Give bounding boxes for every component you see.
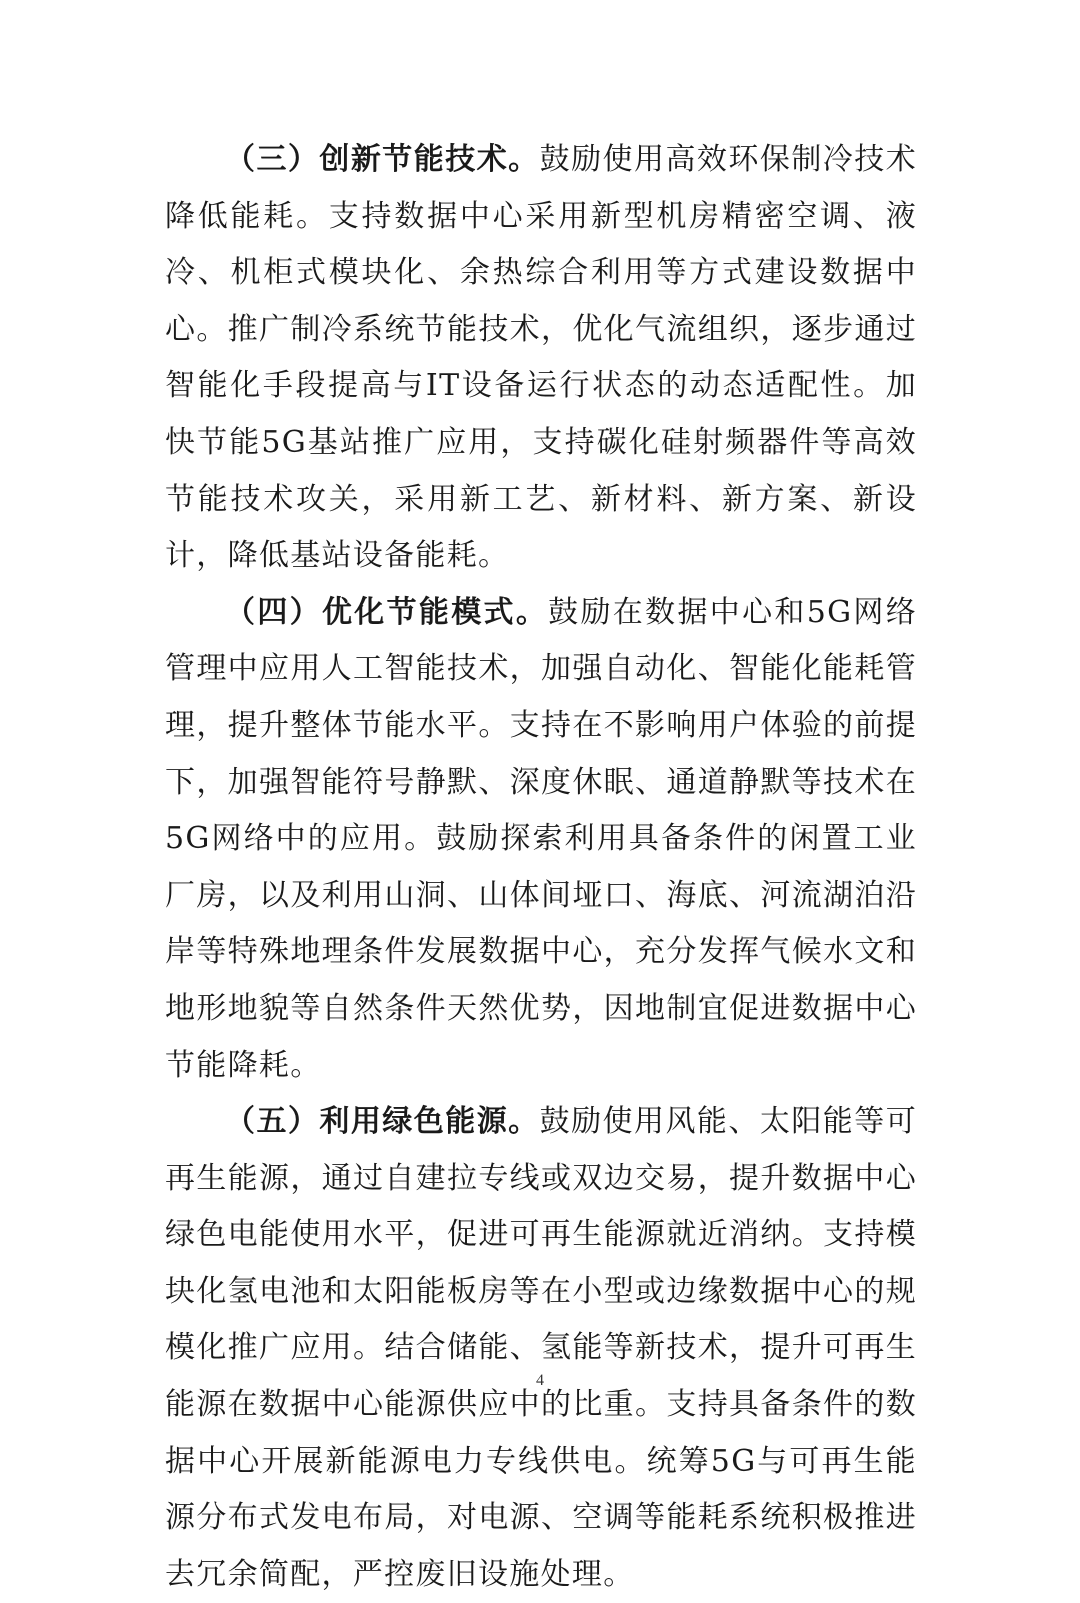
paragraph-text: 鼓励使用风能、太阳能等可再生能源，通过自建拉专线或双边交易，提升数据中心绿色电能使用水平，促进可再生能源就近消纳。支持模块化氢电池和太阳能板房等在小型或边缘数据中心的规模化推广应用。结合储能、氢能等新技术，提升可再生能源在数据中心能源供应中的比重。支持具备条件的数据中心开展新能源电力专线供电。统筹5G与可再生能源分布式发电布局，对电源、空调等能耗系统积极推进去冗余简配，严控废旧设施处理。: [165, 1104, 918, 1592]
paragraph-text: 鼓励使用高效环保制冷技术降低能耗。支持数据中心采用新型机房精密空调、液冷、机柜式模块化、余热综合利用等方式建设数据中心。推广制冷系统节能技术，优化气流组织，逐步通过智能化手段提高与IT设备运行状态的动态适配性。加快节能5G基站推广应用，支持碳化硅射频器件等高效节能技术攻关，采用新工艺、新材料、新方案、新设计，降低基站设备能耗。: [165, 142, 918, 574]
paragraph-optimize-energy-saving-mode: [165, 585, 917, 1094]
paragraph-heading: （四）优化节能模式。: [225, 594, 549, 630]
page-number: 4: [536, 1372, 544, 1389]
paragraph-heading: （三）创新节能技术。: [225, 142, 540, 177]
paragraph-innovate-energy-saving-tech: [165, 132, 917, 585]
paragraph-text: 鼓励在数据中心和5G网络管理中应用人工智能技术，加强自动化、智能化能耗管理，提升整体节能水平。支持在不影响用户体验的前提下，加强智能符号静默、深度休眠、通道静默等技术在5G网络中的应用。鼓励探索利用具备条件的闲置工业厂房，以及利用山洞、山体间垭口、海底、河流湖泊沿岸等特殊地理条件发展数据中心，充分发挥气候水文和地形地貌等自然条件天然优势，因地制宜促进数据中心节能降耗。: [165, 594, 917, 1083]
paragraph-use-green-energy: [165, 1094, 917, 1603]
paragraph-heading: （五）利用绿色能源。: [225, 1104, 540, 1140]
